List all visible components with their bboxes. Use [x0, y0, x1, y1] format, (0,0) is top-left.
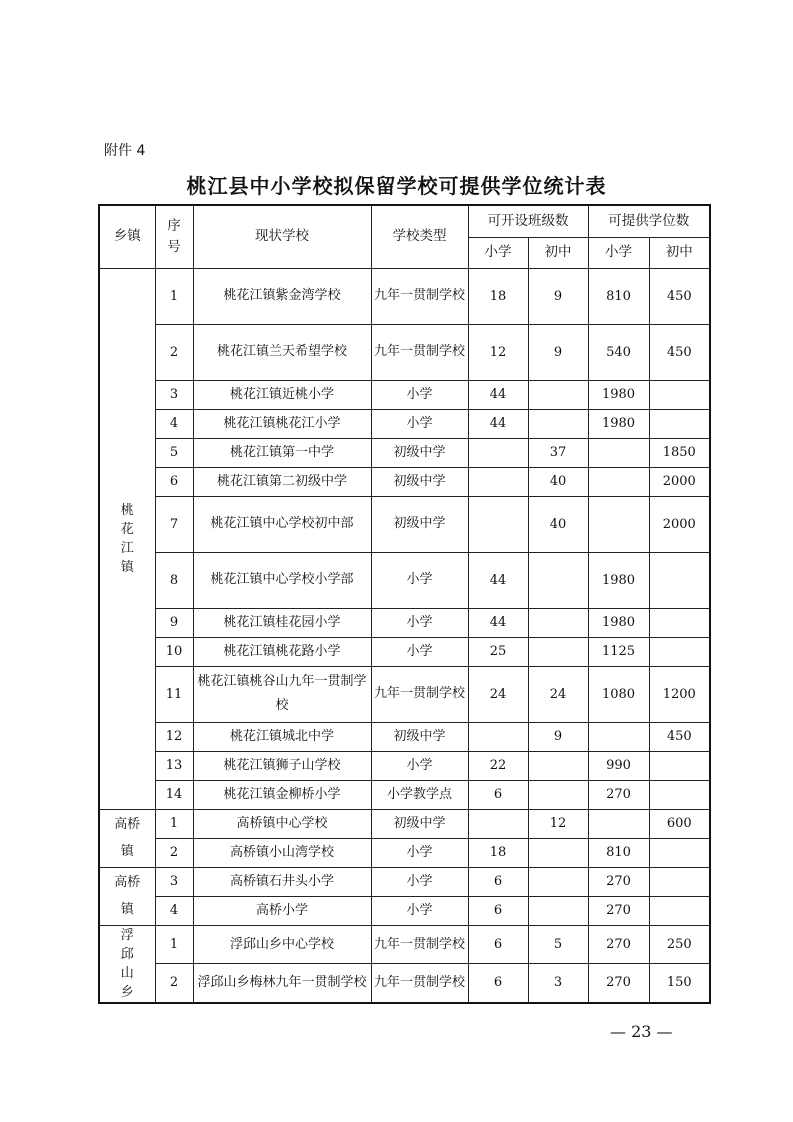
classes-primary-cell: 18 — [468, 268, 528, 324]
type-cell: 小学 — [371, 838, 468, 867]
school-cell: 桃花江镇城北中学 — [193, 722, 371, 751]
school-cell: 桃花江镇近桃小学 — [193, 380, 371, 409]
seq-cell: 7 — [155, 496, 193, 552]
classes-junior-cell: 9 — [528, 722, 588, 751]
type-cell: 小学 — [371, 409, 468, 438]
town-cell: 浮邱山乡 — [99, 925, 155, 1003]
school-cell: 桃花江镇桃花江小学 — [193, 409, 371, 438]
table-row — [99, 780, 710, 809]
school-cell: 高桥小学 — [193, 896, 371, 925]
seats-primary-cell: 1980 — [588, 608, 649, 637]
table-row — [99, 809, 710, 838]
seats-primary-cell — [588, 809, 649, 838]
classes-junior-cell — [528, 838, 588, 867]
seats-junior-cell: 450 — [649, 268, 710, 324]
seats-junior-cell — [649, 838, 710, 867]
classes-junior-cell: 12 — [528, 809, 588, 838]
type-cell: 初级中学 — [371, 809, 468, 838]
school-cell: 桃花江镇兰天希望学校 — [193, 324, 371, 380]
classes-primary-cell: 44 — [468, 409, 528, 438]
table-row — [99, 608, 710, 637]
attachment-label: 附件 4 — [104, 143, 146, 159]
seq-cell: 5 — [155, 438, 193, 467]
type-cell: 小学 — [371, 380, 468, 409]
classes-junior-cell — [528, 896, 588, 925]
classes-primary-cell — [468, 809, 528, 838]
seats-junior-cell — [649, 380, 710, 409]
header-seats-junior: 初中 — [649, 237, 710, 268]
town-cell: 高桥镇 — [99, 867, 155, 925]
table-row — [99, 268, 710, 324]
classes-junior-cell: 40 — [528, 496, 588, 552]
header-type: 学校类型 — [371, 205, 468, 268]
seats-primary-cell: 270 — [588, 896, 649, 925]
classes-junior-cell: 24 — [528, 666, 588, 722]
classes-junior-cell: 9 — [528, 268, 588, 324]
table-row — [99, 964, 710, 1003]
school-cell: 高桥镇石井头小学 — [193, 867, 371, 896]
classes-primary-cell: 6 — [468, 780, 528, 809]
type-cell: 小学教学点 — [371, 780, 468, 809]
seq-cell: 6 — [155, 467, 193, 496]
classes-primary-cell — [468, 438, 528, 467]
table-row — [99, 867, 710, 896]
header-classes: 可开设班级数 — [468, 205, 588, 237]
seats-primary-cell: 990 — [588, 751, 649, 780]
classes-junior-cell — [528, 409, 588, 438]
seats-junior-cell: 250 — [649, 925, 710, 964]
type-cell: 小学 — [371, 896, 468, 925]
seq-cell: 12 — [155, 722, 193, 751]
seq-cell: 2 — [155, 964, 193, 1003]
school-cell: 桃花江镇桃谷山九年一贯制学校 — [193, 666, 371, 722]
seats-primary-cell: 810 — [588, 268, 649, 324]
type-cell: 初级中学 — [371, 467, 468, 496]
table-row — [99, 838, 710, 867]
seats-primary-cell: 1980 — [588, 409, 649, 438]
type-cell: 九年一贯制学校 — [371, 324, 468, 380]
seats-primary-cell — [588, 467, 649, 496]
header-classes-junior: 初中 — [528, 237, 588, 268]
table-row — [99, 896, 710, 925]
classes-primary-cell: 44 — [468, 608, 528, 637]
table-row — [99, 637, 710, 666]
seats-junior-cell: 450 — [649, 722, 710, 751]
seats-primary-cell — [588, 438, 649, 467]
seq-cell: 4 — [155, 896, 193, 925]
seats-primary-cell: 1980 — [588, 552, 649, 608]
school-cell: 桃花江镇紫金湾学校 — [193, 268, 371, 324]
classes-primary-cell: 24 — [468, 666, 528, 722]
type-cell: 小学 — [371, 867, 468, 896]
seats-junior-cell — [649, 552, 710, 608]
seats-primary-cell: 1080 — [588, 666, 649, 722]
table-row — [99, 409, 710, 438]
type-cell: 初级中学 — [371, 496, 468, 552]
table-row — [99, 722, 710, 751]
seq-cell: 2 — [155, 324, 193, 380]
seats-junior-cell — [649, 780, 710, 809]
seats-junior-cell — [649, 409, 710, 438]
table-row — [99, 666, 710, 722]
classes-junior-cell — [528, 608, 588, 637]
seats-primary-cell: 540 — [588, 324, 649, 380]
seats-primary-cell: 1125 — [588, 637, 649, 666]
town-cell: 桃花江镇 — [99, 268, 155, 809]
seats-primary-cell: 270 — [588, 867, 649, 896]
seq-cell: 9 — [155, 608, 193, 637]
classes-primary-cell: 6 — [468, 867, 528, 896]
table-row — [99, 751, 710, 780]
table-row — [99, 438, 710, 467]
town-cell: 高桥镇 — [99, 809, 155, 867]
type-cell: 九年一贯制学校 — [371, 268, 468, 324]
classes-primary-cell: 6 — [468, 964, 528, 1003]
header-seats-primary: 小学 — [588, 237, 649, 268]
table-row — [99, 925, 710, 964]
seats-junior-cell — [649, 608, 710, 637]
header-seq: 序号 — [155, 205, 193, 268]
classes-junior-cell: 9 — [528, 324, 588, 380]
classes-junior-cell — [528, 780, 588, 809]
classes-primary-cell: 25 — [468, 637, 528, 666]
classes-primary-cell: 22 — [468, 751, 528, 780]
seats-junior-cell — [649, 637, 710, 666]
school-cell: 高桥镇中心学校 — [193, 809, 371, 838]
seq-cell: 3 — [155, 867, 193, 896]
classes-primary-cell: 18 — [468, 838, 528, 867]
seats-primary-cell: 1980 — [588, 380, 649, 409]
table-row — [99, 380, 710, 409]
table-row — [99, 467, 710, 496]
seq-cell: 10 — [155, 637, 193, 666]
seq-cell: 4 — [155, 409, 193, 438]
seq-cell: 14 — [155, 780, 193, 809]
seats-primary-cell — [588, 722, 649, 751]
school-cell: 桃花江镇金柳桥小学 — [193, 780, 371, 809]
seats-primary-cell: 270 — [588, 925, 649, 964]
type-cell: 小学 — [371, 637, 468, 666]
school-cell: 浮邱山乡梅林九年一贯制学校 — [193, 964, 371, 1003]
school-cell: 桃花江镇桂花园小学 — [193, 608, 371, 637]
type-cell: 初级中学 — [371, 438, 468, 467]
header-seats: 可提供学位数 — [588, 205, 710, 237]
classes-junior-cell — [528, 380, 588, 409]
seats-junior-cell: 1200 — [649, 666, 710, 722]
type-cell: 小学 — [371, 608, 468, 637]
seats-junior-cell: 2000 — [649, 467, 710, 496]
school-cell: 桃花江镇狮子山学校 — [193, 751, 371, 780]
school-cell: 浮邱山乡中心学校 — [193, 925, 371, 964]
classes-primary-cell: 12 — [468, 324, 528, 380]
seats-junior-cell — [649, 896, 710, 925]
classes-junior-cell — [528, 867, 588, 896]
table-row — [99, 496, 710, 552]
type-cell: 九年一贯制学校 — [371, 666, 468, 722]
table-body — [99, 268, 710, 1003]
classes-primary-cell: 44 — [468, 380, 528, 409]
table-row — [99, 552, 710, 608]
type-cell: 九年一贯制学校 — [371, 925, 468, 964]
seats-junior-cell — [649, 751, 710, 780]
seq-cell: 1 — [155, 268, 193, 324]
school-cell: 桃花江镇第一中学 — [193, 438, 371, 467]
seq-cell: 2 — [155, 838, 193, 867]
classes-primary-cell: 44 — [468, 552, 528, 608]
school-cell: 桃花江镇第二初级中学 — [193, 467, 371, 496]
seq-cell: 13 — [155, 751, 193, 780]
seats-primary-cell: 810 — [588, 838, 649, 867]
classes-primary-cell — [468, 467, 528, 496]
classes-primary-cell: 6 — [468, 896, 528, 925]
seq-cell: 8 — [155, 552, 193, 608]
school-cell: 桃花江镇桃花路小学 — [193, 637, 371, 666]
school-cell: 桃花江镇中心学校小学部 — [193, 552, 371, 608]
seats-junior-cell: 600 — [649, 809, 710, 838]
seats-primary-cell: 270 — [588, 964, 649, 1003]
seq-cell: 1 — [155, 925, 193, 964]
type-cell: 初级中学 — [371, 722, 468, 751]
seats-junior-cell: 1850 — [649, 438, 710, 467]
classes-junior-cell: 37 — [528, 438, 588, 467]
page-title: 桃江县中小学校拟保留学校可提供学位统计表 — [186, 174, 607, 198]
seats-junior-cell: 450 — [649, 324, 710, 380]
type-cell: 小学 — [371, 552, 468, 608]
seq-cell: 1 — [155, 809, 193, 838]
type-cell: 九年一贯制学校 — [371, 964, 468, 1003]
seats-junior-cell — [649, 867, 710, 896]
header-classes-primary: 小学 — [468, 237, 528, 268]
classes-junior-cell — [528, 552, 588, 608]
classes-primary-cell — [468, 722, 528, 751]
header-school: 现状学校 — [193, 205, 371, 268]
seats-junior-cell: 150 — [649, 964, 710, 1003]
type-cell: 小学 — [371, 751, 468, 780]
seats-junior-cell: 2000 — [649, 496, 710, 552]
classes-junior-cell — [528, 637, 588, 666]
seq-cell: 11 — [155, 666, 193, 722]
seats-primary-cell — [588, 496, 649, 552]
classes-primary-cell: 6 — [468, 925, 528, 964]
classes-primary-cell — [468, 496, 528, 552]
classes-junior-cell: 40 — [528, 467, 588, 496]
seats-primary-cell: 270 — [588, 780, 649, 809]
table-row — [99, 324, 710, 380]
header-town: 乡镇 — [99, 205, 155, 268]
classes-junior-cell: 5 — [528, 925, 588, 964]
classes-junior-cell — [528, 751, 588, 780]
school-cell: 桃花江镇中心学校初中部 — [193, 496, 371, 552]
seq-cell: 3 — [155, 380, 193, 409]
classes-junior-cell: 3 — [528, 964, 588, 1003]
statistics-table — [98, 204, 711, 1004]
school-cell: 高桥镇小山湾学校 — [193, 838, 371, 867]
